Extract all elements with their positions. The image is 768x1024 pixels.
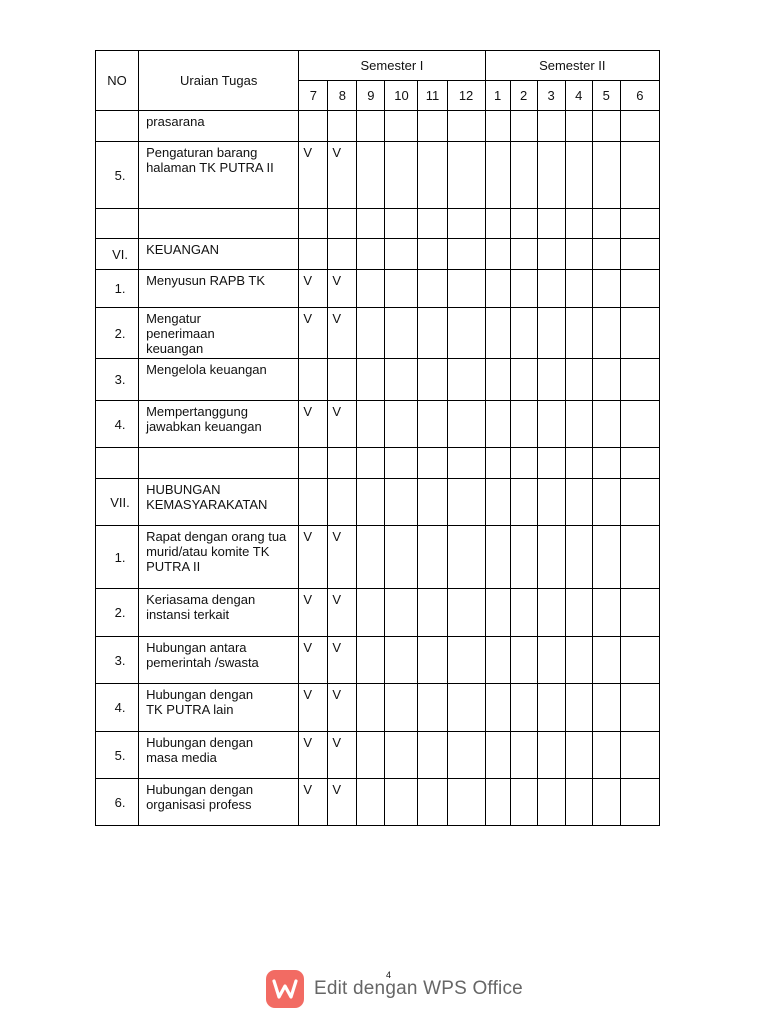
month-mark: V	[328, 589, 357, 637]
task-description: prasarana	[139, 111, 299, 142]
month-cell	[418, 401, 447, 448]
month-cell	[537, 637, 565, 684]
row-number-text: 4.	[114, 700, 126, 715]
month-cell	[510, 308, 537, 359]
month-header: 9	[357, 81, 385, 111]
month-mark	[328, 239, 357, 270]
task-description: Hubungan dengan TK PUTRA lain	[139, 684, 299, 732]
month-mark: V	[299, 308, 328, 359]
month-cell	[592, 401, 620, 448]
month-cell	[510, 209, 537, 239]
month-cell	[620, 526, 659, 589]
month-cell	[418, 684, 447, 732]
month-cell	[447, 637, 485, 684]
month-cell	[385, 142, 418, 209]
month-cell	[447, 239, 485, 270]
month-cell	[620, 479, 659, 526]
month-mark	[328, 359, 357, 401]
month-cell	[385, 270, 418, 308]
month-cell	[537, 526, 565, 589]
month-cell	[620, 209, 659, 239]
wps-w-glyph	[272, 978, 298, 1000]
month-cell	[485, 526, 510, 589]
month-cell	[620, 589, 659, 637]
month-cell	[357, 684, 385, 732]
task-description: Rapat dengan orang tua murid/atau komite TK PUTRA II	[139, 526, 299, 589]
month-cell	[447, 448, 485, 479]
month-cell	[565, 239, 592, 270]
month-cell	[357, 526, 385, 589]
month-cell	[485, 308, 510, 359]
month-cell	[485, 779, 510, 826]
month-mark	[328, 111, 357, 142]
month-cell	[620, 779, 659, 826]
month-cell	[537, 111, 565, 142]
month-cell	[565, 359, 592, 401]
month-cell	[510, 142, 537, 209]
table-row	[96, 526, 660, 589]
month-cell	[565, 637, 592, 684]
month-cell	[620, 142, 659, 209]
header-semester-2: Semester II	[485, 51, 659, 81]
month-cell	[565, 732, 592, 779]
month-cell	[510, 637, 537, 684]
header-uraian-tugas: Uraian Tugas	[139, 51, 299, 111]
table-row	[96, 732, 660, 779]
row-number	[96, 270, 139, 308]
month-cell	[592, 684, 620, 732]
task-description: Mempertanggung jawabkan keuangan	[139, 401, 299, 448]
month-cell	[385, 526, 418, 589]
month-cell	[510, 111, 537, 142]
month-mark: V	[328, 684, 357, 732]
month-cell	[620, 637, 659, 684]
month-cell	[447, 308, 485, 359]
month-header: 7	[299, 81, 328, 111]
month-cell	[418, 111, 447, 142]
month-cell	[592, 142, 620, 209]
row-number	[96, 111, 139, 142]
month-mark: V	[328, 526, 357, 589]
month-cell	[537, 308, 565, 359]
month-mark	[299, 448, 328, 479]
month-cell	[485, 401, 510, 448]
month-cell	[565, 479, 592, 526]
month-cell	[592, 209, 620, 239]
month-cell	[385, 448, 418, 479]
month-mark: V	[328, 732, 357, 779]
month-cell	[357, 142, 385, 209]
month-cell	[418, 448, 447, 479]
month-cell	[537, 239, 565, 270]
row-number	[96, 589, 139, 637]
task-description: Mengelola keuangan	[139, 359, 299, 401]
wps-edit-label[interactable]: Edit dengan WPS Office	[314, 978, 523, 999]
month-cell	[385, 401, 418, 448]
month-mark	[299, 239, 328, 270]
month-cell	[418, 732, 447, 779]
month-header: 6	[620, 81, 659, 111]
month-mark: V	[299, 684, 328, 732]
month-mark	[328, 209, 357, 239]
month-cell	[447, 779, 485, 826]
row-number	[96, 401, 139, 448]
header-no: NO	[96, 51, 139, 111]
month-cell	[447, 684, 485, 732]
month-mark: V	[299, 732, 328, 779]
month-cell	[418, 359, 447, 401]
header-row-top	[96, 51, 660, 81]
month-cell	[485, 142, 510, 209]
month-cell	[418, 589, 447, 637]
table-row	[96, 637, 660, 684]
month-cell	[385, 111, 418, 142]
month-cell	[537, 359, 565, 401]
row-number-text: 3.	[114, 372, 126, 387]
month-cell	[510, 401, 537, 448]
month-cell	[592, 732, 620, 779]
month-cell	[447, 479, 485, 526]
row-number-text: VI.	[112, 246, 128, 262]
month-cell	[485, 209, 510, 239]
month-cell	[565, 589, 592, 637]
month-cell	[447, 111, 485, 142]
row-number	[96, 526, 139, 589]
task-description: Mengatur penerimaan keuangan	[139, 308, 299, 359]
month-cell	[357, 401, 385, 448]
month-mark	[299, 479, 328, 526]
month-header: 4	[565, 81, 592, 111]
table-row	[96, 359, 660, 401]
month-cell	[357, 448, 385, 479]
month-header: 1	[485, 81, 510, 111]
month-cell	[510, 270, 537, 308]
table-row	[96, 308, 660, 359]
row-number-text: VII.	[110, 494, 130, 510]
month-cell	[565, 270, 592, 308]
month-cell	[447, 732, 485, 779]
month-cell	[418, 779, 447, 826]
month-cell	[418, 526, 447, 589]
table-row	[96, 239, 660, 270]
month-cell	[620, 732, 659, 779]
month-cell	[510, 589, 537, 637]
month-cell	[537, 401, 565, 448]
month-cell	[357, 359, 385, 401]
month-cell	[385, 779, 418, 826]
month-mark	[299, 359, 328, 401]
month-cell	[447, 526, 485, 589]
table-row	[96, 142, 660, 209]
month-cell	[510, 684, 537, 732]
month-cell	[418, 142, 447, 209]
row-number	[96, 308, 139, 359]
month-cell	[592, 270, 620, 308]
row-number-text: 2.	[114, 605, 126, 620]
month-cell	[592, 359, 620, 401]
month-cell	[510, 239, 537, 270]
task-description: Menyusun RAPB TK	[139, 270, 299, 308]
row-number-text: 3.	[114, 652, 126, 668]
month-cell	[385, 684, 418, 732]
row-number	[96, 479, 139, 526]
month-cell	[537, 779, 565, 826]
month-cell	[447, 401, 485, 448]
month-cell	[537, 448, 565, 479]
month-cell	[385, 308, 418, 359]
month-cell	[620, 684, 659, 732]
row-number	[96, 239, 139, 270]
month-cell	[510, 779, 537, 826]
task-description	[139, 209, 299, 239]
month-cell	[485, 637, 510, 684]
row-number	[96, 732, 139, 779]
row-number	[96, 684, 139, 732]
month-cell	[385, 239, 418, 270]
month-header: 8	[328, 81, 357, 111]
table-row	[96, 684, 660, 732]
month-cell	[485, 239, 510, 270]
table-row	[96, 479, 660, 526]
month-mark: V	[328, 142, 357, 209]
task-description: KEUANGAN	[139, 239, 299, 270]
month-cell	[485, 684, 510, 732]
month-cell	[485, 589, 510, 637]
month-cell	[357, 589, 385, 637]
month-cell	[592, 589, 620, 637]
month-cell	[565, 209, 592, 239]
month-cell	[592, 239, 620, 270]
month-mark: V	[299, 589, 328, 637]
table-row	[96, 779, 660, 826]
month-mark: V	[328, 270, 357, 308]
month-cell	[592, 526, 620, 589]
month-mark	[299, 209, 328, 239]
month-cell	[592, 448, 620, 479]
month-cell	[447, 209, 485, 239]
month-mark: V	[299, 401, 328, 448]
month-cell	[510, 359, 537, 401]
month-cell	[537, 209, 565, 239]
month-cell	[620, 111, 659, 142]
month-cell	[565, 142, 592, 209]
header-semester-1: Semester I	[299, 51, 485, 81]
month-cell	[510, 448, 537, 479]
month-cell	[565, 526, 592, 589]
row-number-text: 1.	[114, 549, 126, 565]
month-cell	[537, 479, 565, 526]
month-cell	[510, 526, 537, 589]
row-number	[96, 209, 139, 239]
month-cell	[485, 270, 510, 308]
table-row	[96, 448, 660, 479]
month-cell	[620, 359, 659, 401]
month-mark	[299, 111, 328, 142]
month-header: 12	[447, 81, 485, 111]
month-cell	[592, 308, 620, 359]
row-number-text: 1.	[114, 281, 126, 296]
month-cell	[357, 111, 385, 142]
month-cell	[418, 479, 447, 526]
month-cell	[385, 589, 418, 637]
month-header: 11	[418, 81, 447, 111]
month-cell	[418, 209, 447, 239]
row-number	[96, 779, 139, 826]
table-row	[96, 401, 660, 448]
month-cell	[537, 732, 565, 779]
month-cell	[385, 732, 418, 779]
month-cell	[485, 448, 510, 479]
month-mark: V	[328, 308, 357, 359]
month-cell	[447, 589, 485, 637]
page-number: 4	[386, 970, 392, 980]
month-cell	[357, 270, 385, 308]
month-header: 3	[537, 81, 565, 111]
row-number-text: 2.	[114, 325, 126, 341]
month-cell	[510, 479, 537, 526]
month-mark: V	[328, 401, 357, 448]
month-cell	[418, 270, 447, 308]
month-mark	[328, 448, 357, 479]
task-description: Pengaturan barang halaman TK PUTRA II	[139, 142, 299, 209]
row-number	[96, 142, 139, 209]
month-cell	[510, 732, 537, 779]
month-mark: V	[299, 142, 328, 209]
month-cell	[592, 637, 620, 684]
month-cell	[537, 270, 565, 308]
row-number	[96, 637, 139, 684]
month-cell	[537, 589, 565, 637]
task-description: HUBUNGAN KEMASYARAKATAN	[139, 479, 299, 526]
month-cell	[385, 209, 418, 239]
row-number-text: 5.	[114, 747, 126, 763]
task-description: Hubungan antara pemerintah /swasta	[139, 637, 299, 684]
month-cell	[565, 448, 592, 479]
month-cell	[537, 142, 565, 209]
month-cell	[357, 637, 385, 684]
month-cell	[385, 637, 418, 684]
month-cell	[357, 308, 385, 359]
row-number	[96, 448, 139, 479]
month-cell	[447, 270, 485, 308]
month-cell	[565, 111, 592, 142]
month-mark	[328, 479, 357, 526]
month-cell	[485, 479, 510, 526]
month-cell	[385, 479, 418, 526]
row-number-text: 6.	[114, 794, 126, 810]
month-mark: V	[299, 779, 328, 826]
month-cell	[418, 637, 447, 684]
month-cell	[418, 308, 447, 359]
month-cell	[592, 479, 620, 526]
task-description: Hubungan dengan organisasi profess	[139, 779, 299, 826]
task-description: Keriasama dengan instansi terkait	[139, 589, 299, 637]
wps-logo-icon[interactable]	[266, 970, 304, 1008]
row-number	[96, 359, 139, 401]
task-description: Hubungan dengan masa media	[139, 732, 299, 779]
month-cell	[357, 209, 385, 239]
month-mark: V	[299, 526, 328, 589]
month-cell	[565, 684, 592, 732]
table-row	[96, 209, 660, 239]
row-number-text: 5.	[114, 167, 126, 183]
month-cell	[565, 401, 592, 448]
month-cell	[418, 239, 447, 270]
month-cell	[565, 308, 592, 359]
table-row	[96, 270, 660, 308]
month-cell	[485, 359, 510, 401]
month-cell	[620, 401, 659, 448]
task-schedule-table	[95, 50, 660, 826]
table-row	[96, 589, 660, 637]
month-mark: V	[328, 637, 357, 684]
month-cell	[357, 239, 385, 270]
month-header: 10	[385, 81, 418, 111]
month-cell	[357, 732, 385, 779]
row-number-text: 4.	[114, 416, 126, 432]
month-cell	[620, 448, 659, 479]
month-cell	[357, 779, 385, 826]
month-cell	[565, 779, 592, 826]
month-cell	[357, 479, 385, 526]
month-header: 5	[592, 81, 620, 111]
month-cell	[385, 359, 418, 401]
month-cell	[485, 732, 510, 779]
month-mark: V	[299, 637, 328, 684]
month-cell	[485, 111, 510, 142]
month-cell	[447, 142, 485, 209]
task-description	[139, 448, 299, 479]
table-row	[96, 111, 660, 142]
month-cell	[620, 239, 659, 270]
month-cell	[620, 308, 659, 359]
month-cell	[592, 111, 620, 142]
month-mark: V	[328, 779, 357, 826]
month-header: 2	[510, 81, 537, 111]
month-cell	[620, 270, 659, 308]
wps-edit-badge[interactable]	[266, 968, 523, 1010]
month-cell	[447, 359, 485, 401]
month-cell	[592, 779, 620, 826]
month-mark: V	[299, 270, 328, 308]
month-cell	[537, 684, 565, 732]
